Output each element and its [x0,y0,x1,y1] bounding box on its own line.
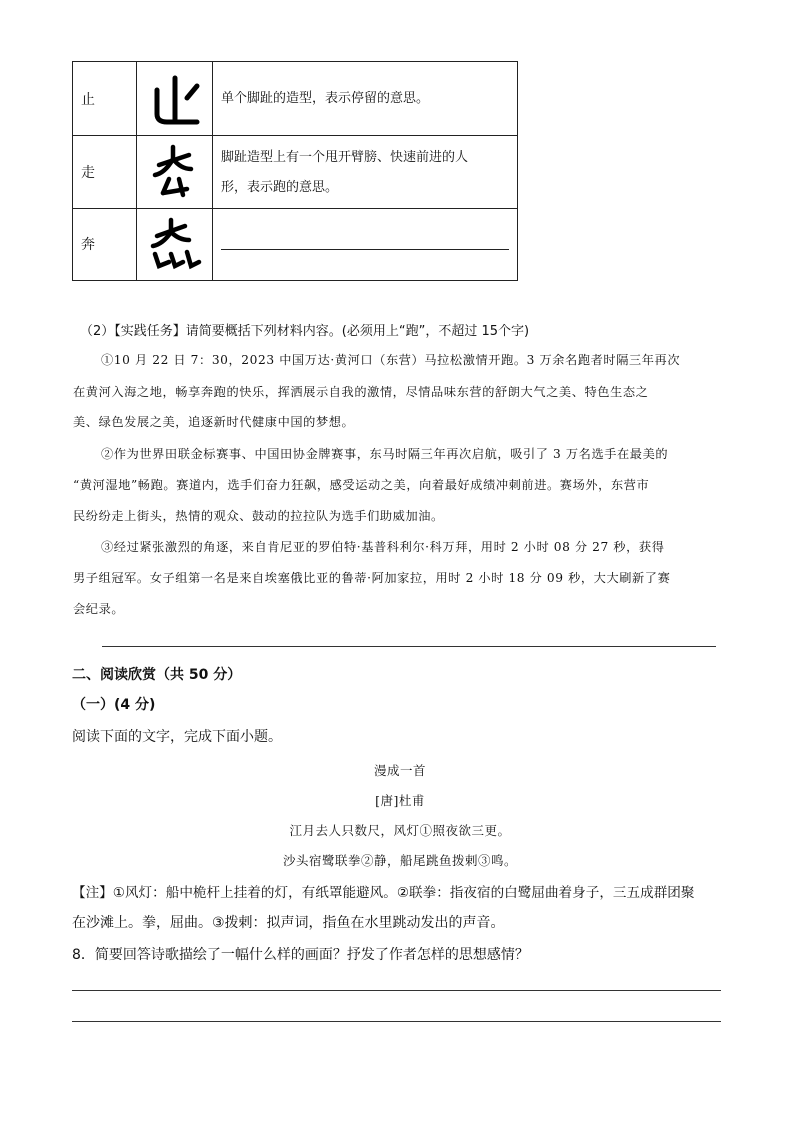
answer-cell[interactable] [213,208,517,280]
material1-line: ①10 月 22 日 7：30，2023 中国万达·黄河口（东营）马拉松激情开跑。3 万余名跑者时隔三年再次 [101,353,681,367]
material3-line: 会纪录。 [73,602,125,616]
material2-line: “黄河湿地”畅跑。赛道内，选手们奋力狂飙，感受运动之美，向着最好成绩冲刺前进。赛场外，东营市 [73,478,650,492]
material1-line: 在黄河入海之地，畅享奔跑的快乐，挥洒展示自我的激情，尽情品味东营的舒朗大气之美、特色生态之 [73,385,649,399]
glyph-cell [137,135,213,208]
material1-line: 美、绿色发展之美，追逐新时代健康中国的梦想。 [73,415,355,429]
seal-zhi-glyph-icon [143,68,207,128]
char-cell [73,62,137,135]
material3-line: 男子组冠军。女子组第一名是来自埃塞俄比亚的鲁蒂·阿加家拉，用时 2 小时 18 分 09 秒，大大刷新了赛 [73,571,671,585]
annotation-line: 【注】①风灯：船中桅杆上挂着的灯，有纸罩能避风。②联拳：指夜宿的白鹭屈曲着身子，三五成群团聚 [72,885,695,901]
seal-ben-glyph-icon [143,214,207,274]
desc-line: 脚趾造型上有一个甩开臂膀、快速前进的人 [221,150,469,165]
char-label: 奔 [81,237,95,253]
seal-zou-glyph-icon [143,141,207,201]
material2-line: ②作为世界田联金标赛事、中国田协金牌赛事，东马时隔三年再次启航，吸引了 3 万名选手在最美的 [101,447,669,461]
desc-cell [213,135,517,208]
section-heading: 二、阅读欣赏（共 50 分） [72,667,242,683]
char-cell [73,135,137,208]
table-row-zhi [73,62,517,136]
table-row-zou [73,135,517,209]
question-8: 8．简要回答诗歌描绘了一幅什么样的画面？抒发了作者怎样的思想感情？ [72,947,529,963]
task-prompt: （2）【实践任务】请简要概括下列材料内容。(必须用上“跑”，不超过 15个字) [80,324,530,339]
character-evolution-table [72,61,518,281]
desc-line: 单个脚趾的造型，表示停留的意思。 [221,91,430,106]
char-label: 止 [81,91,95,108]
subsection-heading: （一）(4 分) [72,697,156,713]
material3-line: ③经过紧张激烈的角逐，来自肯尼亚的罗伯特·基普科利尔·科万拜，用时 2 小时 08 分 27 秒，获得 [101,540,665,554]
answer-line-q8[interactable] [72,1021,721,1022]
answer-line-q8[interactable] [72,990,721,991]
glyph-cell [137,208,213,280]
poem-title: 漫成一首 [373,763,426,778]
glyph-cell [137,62,213,135]
answer-blank-line[interactable] [221,249,509,250]
annotation-line: 在沙滩上。拳，屈曲。③拨剌：拟声词，指鱼在水里跳动发出的声音。 [72,915,505,931]
poem-line: 江月去人只数尺，风灯①照夜欲三更。 [289,823,511,838]
material2-line: 民纷纷走上街头，热情的观众、鼓动的拉拉队为选手们助威加油。 [73,509,444,523]
char-label: 走 [81,164,95,181]
char-cell [73,208,137,280]
poem-line: 沙头宿鹭联拳②静，船尾跳鱼拨剌③鸣。 [282,853,517,868]
instruction-text: 阅读下面的文字，完成下面小题。 [72,729,282,745]
table-row-ben [73,208,517,280]
poem-author: [唐]杜甫 [375,793,425,808]
desc-cell [213,62,517,135]
desc-line: 形，表示跑的意思。 [221,180,339,195]
answer-line-task2[interactable] [102,646,716,647]
